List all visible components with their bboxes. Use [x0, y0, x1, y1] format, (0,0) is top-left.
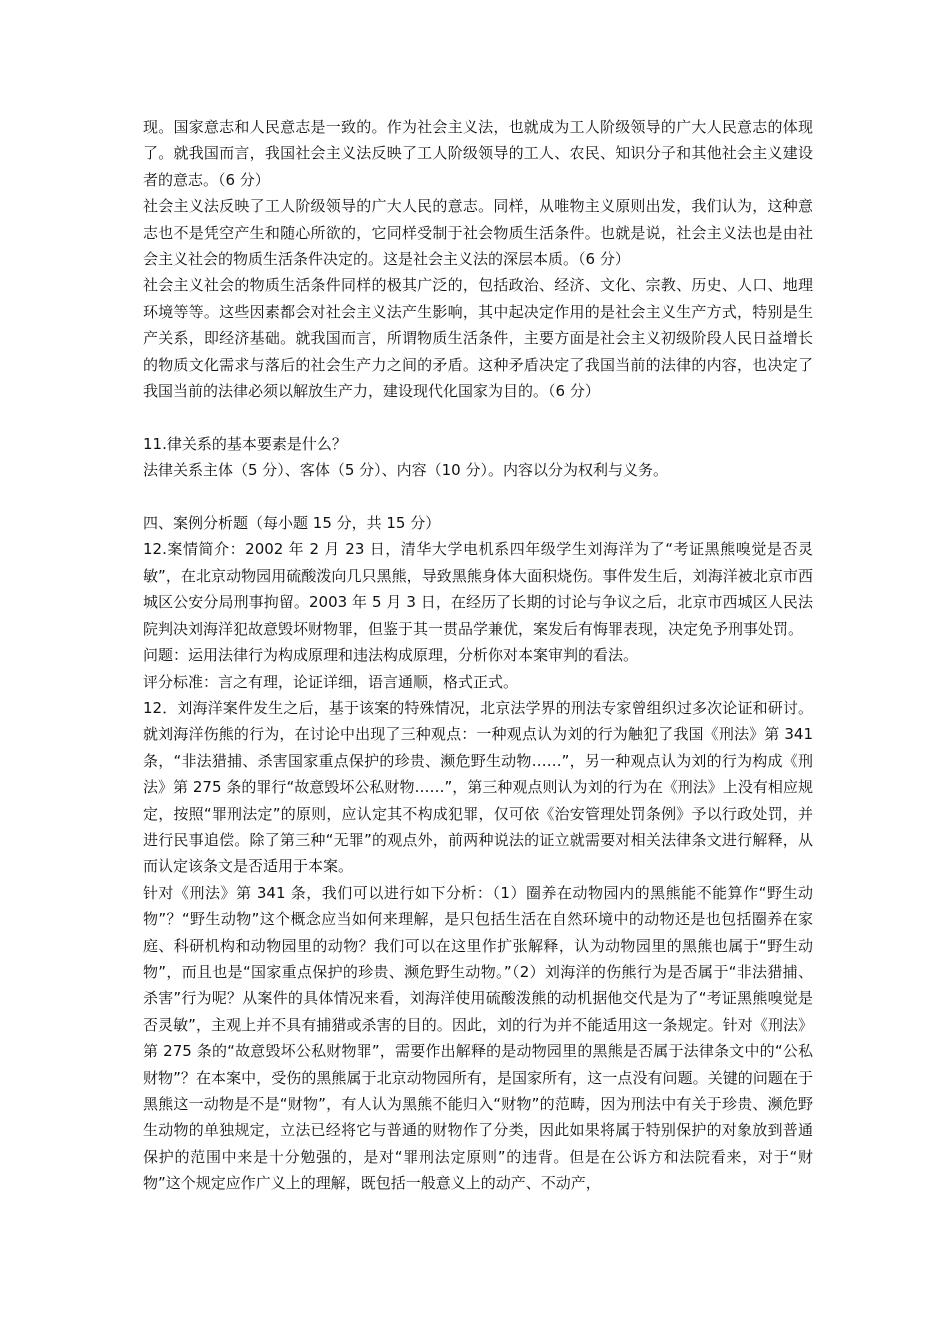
blank-line [143, 404, 813, 430]
question-11: 11.律关系的基本要素是什么？ [143, 434, 347, 453]
paragraph-3: 社会主义社会的物质生活条件同样的极其广泛的，包括政治、经济、文化、宗教、历史、人口、地理环境等等。这些因素都会对社会主义法产生影响，其中起决定作用的是社会主义生产方式，特别是生产关系，即经济基础。就我国而言，所谓物质生活条件，主要方面是社会主义初级阶段人民日益增长的物质文化需求与落后的社会生产力之间的矛盾。这种矛盾决定了我国当前的法律的内容，也决定了我国当前的法律必须以解放生产力，建设现代化国家为目的。（6 分） [143, 276, 813, 401]
answer-12-part-1: 12．刘海洋案件发生之后，基于该案的特殊情况，北京法学界的刑法专家曾组织过多次论证和研讨。就刘海洋伤熊的行为，在讨论中出现了三种观点：一种观点认为刘的行为触犯了我国《刑法》第 341 条，“非法猎捕、杀害国家重点保护的珍贵、濒危野生动物……”，另一种观点认为刘的行为构成《刑法》第 275 条的罪行“故意毁坏公私财物……”，第三种观点则认为刘的行为在《刑法》上没有相应规定，按照“罪刑法定”的原则，应认定其不构成犯罪，仅可依《治安管理处罚条例》予以行政处罚，并进行民事追偿。除了第三种“无罪”的观点外，前两种说法的证立就需要对相关法律条文进行解释，从而认定该条文是否适用于本案。 [143, 698, 813, 876]
answer-12-part-2: 针对《刑法》第 341 条，我们可以进行如下分析：（1）圈养在动物园内的黑熊能不能算作“野生动物”？“野生动物”这个概念应当如何来理解，是只包括生活在自然环境中的动物还是也包括圈养在家庭、科研机构和动物园里的动物？我们可以在这里作扩张解释，认为动物园里的黑熊也属于“野生动物”，而且也是“国家重点保护的珍贵、濒危野生动物。”（2）刘海洋的伤熊行为是否属于“非法猎捕、杀害”行为呢？从案件的具体情况来看，刘海洋使用硫酸泼熊的动机据他交代是为了“考证黑熊嗅觉是否灵敏”，主观上并不具有捕猎或杀害的目的。因此，刘的行为并不能适用这一条规定。针对《刑法》第 275 条的“故意毁坏公私财物罪”，需要作出解释的是动物园里的黑熊是否属于法律条文中的“公私财物”？在本案中，受伤的黑熊属于北京动物园所有，是国家所有，这一点没有问题。关键的问题在于黑熊这一动物是不是“财物”，有人认为黑熊不能归入“财物”的范畴，因为刑法中有关于珍贵、濒危野生动物的单独规定，立法已经将它与普通的财物作了分类，因此如果将属于特别保护的对象放到普通保护的范围中来是十分勉强的，是对“罪刑法定原则”的违背。但是在公诉方和法院看来，对于“财物”这个规定应作广义上的理解，既包括一般意义上的动产、不动产， [143, 883, 813, 1193]
case-summary-12: 12.案情简介：2002 年 2 月 23 日，清华大学电机系四年级学生刘海洋为了“考证黑熊嗅觉是否灵敏”，在北京动物园用硫酸泼向几只黑熊，导致黑熊身体大面积烧伤。事件发生后，刘海洋被北京市西城区公安分局刑事拘留。2003 年 5 月 3 日，在经历了长期的讨论与争议之后，北京市西城区人民法院判决刘海洋犯故意毁坏财物罪，但鉴于其一贯品学兼优，案发后有悔罪表现，决定免予刑事处罚。 [143, 540, 813, 638]
blank-line [143, 484, 813, 510]
paragraph-2: 社会主义法反映了工人阶级领导的广大人民的意志。同样，从唯物主义原则出发，我们认为，这种意志也不是凭空产生和随心所欲的，它同样受制于社会物质生活条件。也就是说，社会主义法也是由社会主义社会的物质生活条件决定的。这是社会主义法的深层本质。（6 分） [143, 197, 813, 269]
case-question: 问题：运用法律行为构成原理和违法构成原理，分析你对本案审判的看法。 [143, 646, 639, 665]
scoring-criteria: 评分标准：言之有理，论证详细，语言通顺，格式正式。 [143, 672, 519, 691]
paragraph-1: 现。国家意志和人民意志是一致的。作为社会主义法，也就成为工人阶级领导的广大人民意志的体现了。就我国而言，我国社会主义法反映了工人阶级领导的工人、农民、知识分子和其他社会主义建设者的意志。（6 分） [143, 118, 813, 189]
document-page [143, 114, 813, 1197]
section-heading-4: 四、案例分析题（每小题 15 分，共 15 分） [143, 514, 441, 533]
answer-11: 法律关系主体（5 分）、客体（5 分）、内容（10 分）。内容以分为权利与义务。 [143, 461, 668, 480]
